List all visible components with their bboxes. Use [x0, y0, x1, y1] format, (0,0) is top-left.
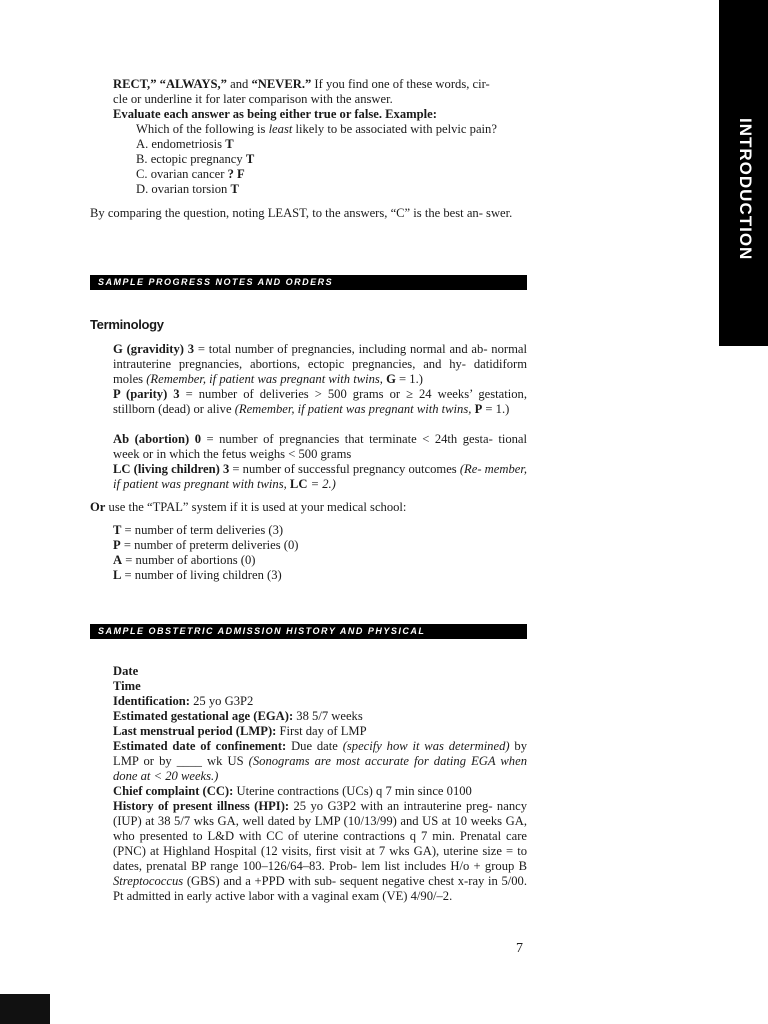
tpal-item: A = number of abortions (0): [113, 553, 256, 567]
intro-line-1: RECT,” “ALWAYS,” and “NEVER.” If you find one of these words, cir-: [113, 77, 490, 91]
evaluate-instruction: Evaluate each answer as being either true or false. Example:: [113, 107, 437, 121]
lmp-line: Last menstrual period (LMP): First day of LMP: [113, 724, 367, 738]
terminology-heading: Terminology: [90, 317, 164, 332]
page-number: 7: [516, 941, 523, 956]
intro-line-2: cle or underline it for later comparison with the answer.: [113, 92, 393, 106]
example-question: Which of the following is least likely to be associated with pelvic pain?: [136, 122, 497, 136]
tpal-item: T = number of term deliveries (3): [113, 523, 284, 537]
abortion-definition: Ab (abortion) 0 = number of pregnancies that terminate < 24th gesta- tional week or in which the fetus weighs < 500 grams: [113, 432, 527, 461]
parity-definition: P (parity) 3 = number of deliveries > 500 grams or ≥ 24 weeks’ gestation, stillborn (dead) or alive (Remember, if patient was pregnant with twins, P = 1.): [113, 387, 527, 416]
time-label: Time: [113, 679, 141, 693]
option-d: D. ovarian torsion T: [136, 182, 239, 196]
section-tab-label: INTRODUCTION: [736, 118, 755, 261]
section-banner-admission-history: SAMPLE OBSTETRIC ADMISSION HISTORY AND PHYSICAL: [90, 624, 527, 639]
edc-paragraph: Estimated date of confinement: Due date (specify how it was determined) by LMP or by ____ wk US (Sonograms are most accurate for dating EGA when done at < 20 weeks.): [113, 739, 527, 783]
section-banner-progress-notes: SAMPLE PROGRESS NOTES AND ORDERS: [90, 275, 527, 290]
option-c: C. ovarian cancer ? F: [136, 167, 245, 181]
corner-marker: [0, 994, 50, 1024]
option-b: B. ectopic pregnancy T: [136, 152, 255, 166]
intro-conclusion: By comparing the question, noting LEAST, to the answers, “C” is the best an- swer.: [90, 206, 513, 220]
date-label: Date: [113, 664, 139, 678]
tpal-intro: Or use the “TPAL” system if it is used at your medical school:: [90, 500, 407, 514]
living-children-definition: LC (living children) 3 = number of successful pregnancy outcomes (Re- member, if patient was pregnant with twins, LC = 2.): [113, 462, 527, 491]
section-tab: [719, 0, 768, 346]
identification-line: Identification: 25 yo G3P2: [113, 694, 254, 708]
tpal-item: L = number of living children (3): [113, 568, 282, 582]
option-a: A. endometriosis T: [136, 137, 234, 151]
ega-line: Estimated gestational age (EGA): 38 5/7 weeks: [113, 709, 363, 723]
hpi-paragraph: History of present illness (HPI): 25 yo G3P2 with an intrauterine preg- nancy (IUP) at 38 5/7 wks GA, well dated by LMP (10/13/99) and US at 10 weeks GA, who presented to L&D with CC of uterine contractions q 7 min. Prenatal care (PNC) at Highland Hospital (12 visits, first visit at 7 wks GA), uterine size = to dates, prenatal BP range 100–126/64–83. Prob- lem list includes H/o + group B Streptococcus (GBS) and a +PPD with sub- sequent negative chest x-ray in 5/00. Pt admitted in early active labor with a vaginal exam (VE) 4/90/–2.: [113, 799, 528, 903]
chief-complaint-line: Chief complaint (CC): Uterine contractions (UCs) q 7 min since 0100: [113, 784, 472, 798]
gravidity-definition: G (gravidity) 3 = total number of pregnancies, including normal and ab- normal intrauterine pregnancies, abortions, ectopic pregnancies, and hy- datidiform moles (Remember, if patient was pregnant with twins, G = 1.): [113, 342, 527, 386]
tpal-item: P = number of preterm deliveries (0): [113, 538, 299, 552]
